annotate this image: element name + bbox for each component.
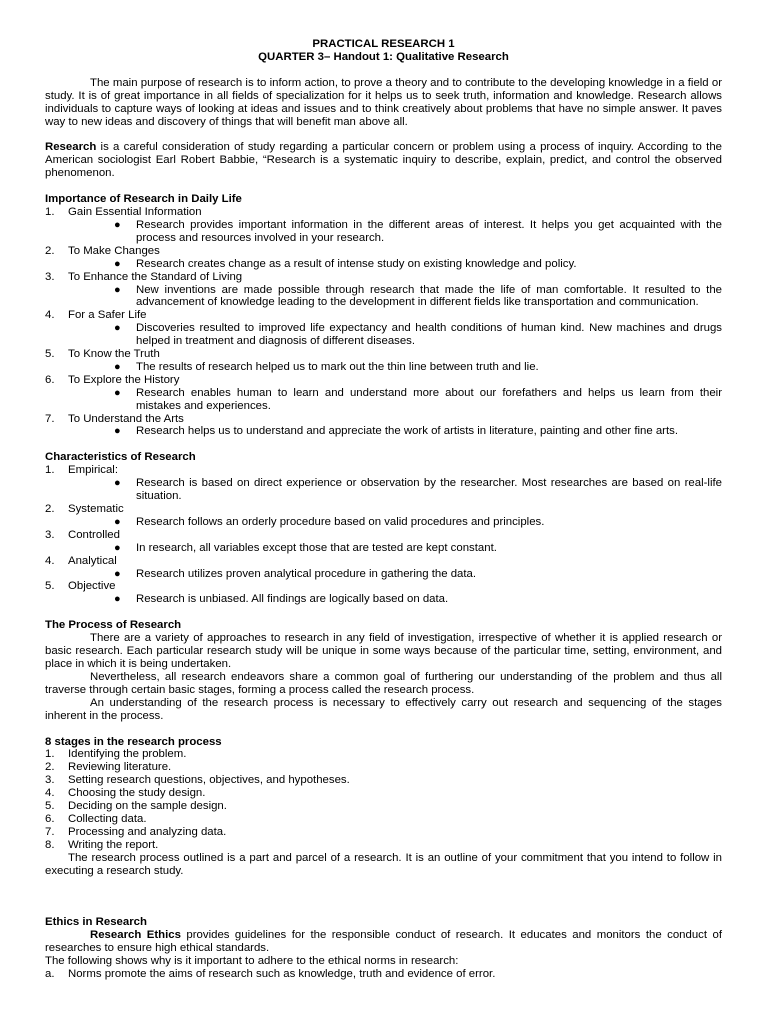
- document-title: PRACTICAL RESEARCH 1: [312, 38, 455, 50]
- list-item: 2. Systematic ● Research follows an orderly procedure based on valid procedures and principles.: [45, 503, 722, 529]
- bullet-item: ● Research helps us to understand and appreciate the work of artists in literature, painting and other fine arts.: [114, 425, 679, 438]
- list-item: 8. Writing the report.: [45, 838, 159, 851]
- bullet-icon: ●: [114, 425, 121, 438]
- bullet-icon: ●: [114, 567, 121, 580]
- ethics-heading: Ethics in Research: [45, 916, 147, 929]
- bullet-icon: ●: [114, 322, 121, 335]
- list-item: 2. To Make Changes ● Research creates change as a result of intense study on existing knowledge and policy.: [45, 245, 722, 271]
- list-item: 2. Reviewing literature.: [45, 761, 172, 774]
- list-item: 7. To Understand the Arts ● Research helps us to understand and appreciate the work of artists in literature, painting and other fine arts.: [45, 413, 722, 439]
- list-item: 5. Deciding on the sample design.: [45, 800, 227, 813]
- stages-heading: 8 stages in the research process: [45, 735, 222, 748]
- list-item: 1. Empirical: ● Research is based on direct experience or observation by the researcher. Most researches are based on real-life situation.: [45, 464, 722, 503]
- item-title: To Understand the Arts: [68, 412, 184, 425]
- list-item: 3. To Enhance the Standard of Living ● New inventions are made possible through research that made the life of man comfortable. It resulted to the advancement of knowledge leading to the development in different fields like transportation and communication.: [45, 270, 722, 309]
- bullet-item: ● Research provides important information in the different areas of interest. It helps you get acquainted with the process and resources involved in your research.: [114, 218, 722, 244]
- list-item: 4. Choosing the study design.: [45, 787, 206, 800]
- document-subtitle: QUARTER 3– Handout 1: Qualitative Research: [258, 50, 509, 63]
- process-paragraph-1: There are a variety of approaches to research in any field of investigation, irrespective of whether it is applied research or basic research. Each particular research study will be unique in some ways because of the particular time, setting, environment, and place in which it is being undertaken.: [45, 632, 722, 670]
- bullet-item: ● The results of research helped us to mark out the thin line between truth and lie.: [114, 360, 539, 373]
- characteristics-list: [45, 464, 722, 606]
- bullet-icon: ●: [114, 515, 121, 528]
- importance-list: [45, 206, 722, 438]
- bullet-item: ● Research enables human to learn and understand more about our forefathers and helps us learn from their mistakes and experiences.: [114, 386, 722, 412]
- list-item: 4. Analytical ● Research utilizes proven analytical procedure in gathering the data.: [45, 555, 722, 581]
- definition-term: Research: [45, 141, 97, 154]
- bullet-icon: ●: [114, 218, 121, 231]
- item-title: Empirical:: [68, 464, 119, 477]
- item-title: For a Safer Life: [68, 309, 147, 322]
- process-paragraph-2: Nevertheless, all research endeavors share a common goal of furthering our understanding of the problem and thus all traverse through certain basic stages, forming a process called the research process.: [45, 670, 722, 696]
- bullet-icon: ●: [114, 283, 121, 296]
- item-title: To Enhance the Standard of Living: [68, 270, 243, 283]
- stages-list: [45, 748, 722, 851]
- list-item: 6. To Explore the History ● Research enables human to learn and understand more about our forefathers and helps us learn from their mistakes and experiences.: [45, 373, 722, 412]
- stages-closing: The research process outlined is a part and parcel of a research. It is an outline of your commitment that you intend to follow in executing a research study.: [45, 851, 722, 877]
- item-title: Controlled: [68, 528, 120, 541]
- list-item: 5. To Know the Truth ● The results of research helped us to mark out the thin line between truth and lie.: [45, 348, 722, 374]
- bullet-item: ● Research utilizes proven analytical procedure in gathering the data.: [114, 567, 477, 580]
- list-item: 7. Processing and analyzing data.: [45, 825, 227, 838]
- bullet-icon: ●: [114, 360, 121, 373]
- ethics-list: [45, 968, 722, 981]
- importance-heading: Importance of Research in Daily Life: [45, 193, 242, 206]
- handout-page: [45, 38, 722, 981]
- list-item: a. Norms promote the aims of research such as knowledge, truth and evidence of error.: [45, 968, 496, 981]
- definition-text: is a careful consideration of study regarding a particular concern or problem using a process of inquiry. According to the American sociologist Earl Robert Babbie, “Research is a systematic inquiry to describe, explain, predict, and control the observed phenomenon.: [45, 141, 722, 180]
- item-title: To Make Changes: [68, 244, 160, 257]
- list-item: 1. Gain Essential Information ● Research provides important information in the different areas of interest. It helps you get acquainted with the process and resources involved in your research.: [45, 206, 722, 244]
- bullet-item: ● Research creates change as a result of intense study on existing knowledge and policy.: [114, 257, 577, 270]
- list-item: 3. Setting research questions, objectives, and hypotheses.: [45, 774, 350, 787]
- process-paragraph-3: An understanding of the research process is necessary to effectively carry out research and sequencing of the stages inherent in the process.: [45, 696, 722, 722]
- bullet-icon: ●: [114, 541, 121, 554]
- item-title: To Explore the History: [68, 373, 180, 386]
- bullet-icon: ●: [114, 386, 121, 399]
- list-item: 3. Controlled ● In research, all variables except those that are tested are kept constant.: [45, 529, 722, 555]
- bullet-icon: ●: [114, 593, 121, 606]
- ethics-term: Research Ethics: [90, 929, 181, 942]
- list-item: 5. Objective ● Research is unbiased. All findings are logically based on data.: [45, 580, 722, 606]
- item-title: To Know the Truth: [68, 348, 160, 361]
- list-item: 4. For a Safer Life ● Discoveries resulted to improved life expectancy and health conditions of human kind. New machines and drugs helped in treatment and diagnosis of different diseases.: [45, 309, 722, 348]
- bullet-item: ● New inventions are made possible through research that made the life of man comfortable. It resulted to the advancement of knowledge leading to the development in different fields like transportation and communication.: [114, 283, 722, 309]
- bullet-item: ● In research, all variables except those that are tested are kept constant.: [114, 541, 497, 554]
- item-title: Analytical: [68, 554, 117, 567]
- item-title: Gain Essential Information: [68, 206, 202, 219]
- bullet-icon: ●: [114, 257, 121, 270]
- list-item: 6. Collecting data.: [45, 812, 147, 825]
- bullet-item: ● Discoveries resulted to improved life expectancy and health conditions of human kind. New machines and drugs helped in treatment and diagnosis of different diseases.: [114, 322, 722, 348]
- bullet-item: ● Research is unbiased. All findings are logically based on data.: [114, 593, 449, 606]
- list-item: 1. Identifying the problem.: [45, 748, 187, 761]
- item-title: Systematic: [68, 503, 124, 515]
- item-title: Objective: [68, 580, 116, 593]
- bullet-icon: ●: [114, 477, 121, 490]
- intro-paragraph: The main purpose of research is to inform action, to prove a theory and to contribute to the developing knowledge in a field or study. It is of great importance in all fields of specialization for it helps us to seek truth, information and knowledge. Research allows individuals to capture ways of looking at ideas and issues and to think creatively about problems that have no simple answer. It paves way to new ideas and discovery of things that will benefit man above all.: [45, 76, 722, 128]
- process-heading: The Process of Research: [45, 619, 182, 632]
- ethics-lead: The following shows why is it important to adhere to the ethical norms in research:: [45, 955, 459, 968]
- characteristics-heading: Characteristics of Research: [45, 451, 196, 464]
- bullet-item: ● Research follows an orderly procedure based on valid procedures and principles.: [114, 515, 545, 528]
- bullet-item: ● Research is based on direct experience or observation by the researcher. Most researches are based on real-life situation.: [114, 477, 722, 503]
- ethics-paragraph: Research Ethics provides guidelines for the responsible conduct of research. It educates and monitors the conduct of researches to ensure high ethical standards.: [45, 929, 722, 955]
- research-definition: [45, 141, 722, 180]
